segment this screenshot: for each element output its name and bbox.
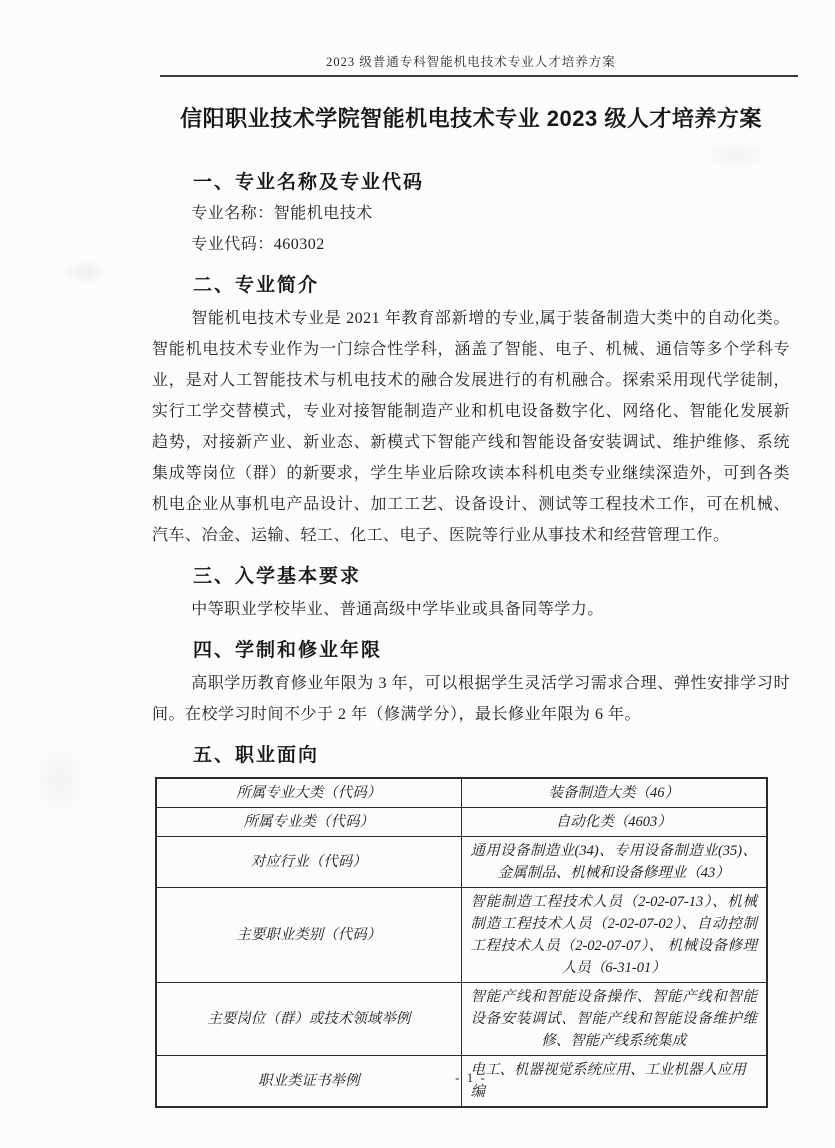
- row-label-industries: 对应行业（代码）: [156, 837, 461, 888]
- row-label-major-category: 所属专业大类（代码）: [156, 778, 461, 808]
- running-header-text: 2023 级普通专科智能机电技术专业人才培养方案: [326, 55, 616, 69]
- section-heading-5: 五、职业面向: [193, 745, 320, 766]
- row-value-certificates: 电工、机器视觉系统应用、工业机器人应用编: [461, 1056, 767, 1108]
- row-value-major-class: 自动化类（4603）: [461, 808, 767, 837]
- row-value-occupations: 智能制造工程技术人员（2-02-07-13）、机械制造工程技术人员（2-02-07-02）、自动控制工程技术人员（2-02-07-07）、 机械设备修理人员（6-31-01）: [461, 888, 767, 983]
- row-value-major-category: 装备制造大类（46）: [461, 778, 767, 808]
- table-row: [156, 837, 767, 888]
- major-name-code-block: [152, 198, 790, 260]
- schooling-years-paragraph: 高职学历教育修业年限为 3 年，可以根据学生灵活学习需求合理、弹性安排学习时间。在校学习时间不少于 2 年（修满学分），最长修业年限为 6 年。: [152, 675, 790, 723]
- section-heading-2: 二、专业简介: [193, 275, 320, 296]
- section-heading-3: 三、入学基本要求: [193, 566, 362, 587]
- section-heading-4: 四、学制和修业年限: [193, 640, 383, 661]
- row-label-occupations: 主要职业类别（代码）: [156, 888, 461, 983]
- major-intro-paragraph: 智能机电技术专业是 2021 年教育部新增的专业,属于装备制造大类中的自动化类。智能机电技术专业作为一门综合性学科，涵盖了智能、电子、机械、通信等多个学科专业，是对人工智能技术与机电技术的融合发展进行的有机融合。探索采用现代学徒制，实行工学交替模式，专业对接智能制造产业和机电设备数字化、网络化、智能化发展新趋势，对接新产业、新业态、新模式下智能产线和智能设备安装调试、维护维修、系统集成等岗位（群）的新要求，学生毕业后除攻读本科机电类专业继续深造外，可到各类机电企业从事机电产品设计、加工工艺、设备设计、测试等工程技术工作，可在机械、汽车、冶金、运输、轻工、化工、电子、医院等行业从事技术和经营管理工作。: [152, 310, 790, 544]
- document-body: [152, 170, 790, 1108]
- running-header: [152, 52, 790, 77]
- table-row: [156, 808, 767, 837]
- row-value-industries: 通用设备制造业(34)、专用设备制造业(35)、金属制品、机械和设备修理业（43）: [461, 837, 767, 888]
- admission-requirements-paragraph: 中等职业学校毕业、普通高级中学毕业或具备同等学力。: [191, 601, 604, 618]
- major-code-line: 专业代码：460302: [191, 236, 325, 253]
- page-number: - 1 -: [455, 1070, 487, 1085]
- row-label-major-class: 所属专业类（代码）: [156, 808, 461, 837]
- scan-smudge: [30, 740, 90, 820]
- row-label-job-positions: 主要岗位（群）或技术领域举例: [156, 983, 461, 1056]
- table-row: [156, 983, 767, 1056]
- document-title: 信阳职业技术学院智能机电技术专业 2023 级人才培养方案: [180, 106, 762, 131]
- scan-smudge: [60, 260, 110, 284]
- career-orientation-table: [155, 777, 768, 1108]
- major-name-line: 专业名称：智能机电技术: [191, 205, 373, 222]
- row-value-job-positions: 智能产线和智能设备操作、智能产线和智能设备安装调试、智能产线和智能设备维护维修、智能产线系统集成: [461, 983, 767, 1056]
- scan-smudge: [700, 140, 770, 170]
- table-row: [156, 888, 767, 983]
- row-label-certificates: 职业类证书举例: [156, 1056, 461, 1108]
- table-row: [156, 778, 767, 808]
- header-rule: [160, 75, 798, 77]
- section-heading-1: 一、专业名称及专业代码: [193, 172, 425, 193]
